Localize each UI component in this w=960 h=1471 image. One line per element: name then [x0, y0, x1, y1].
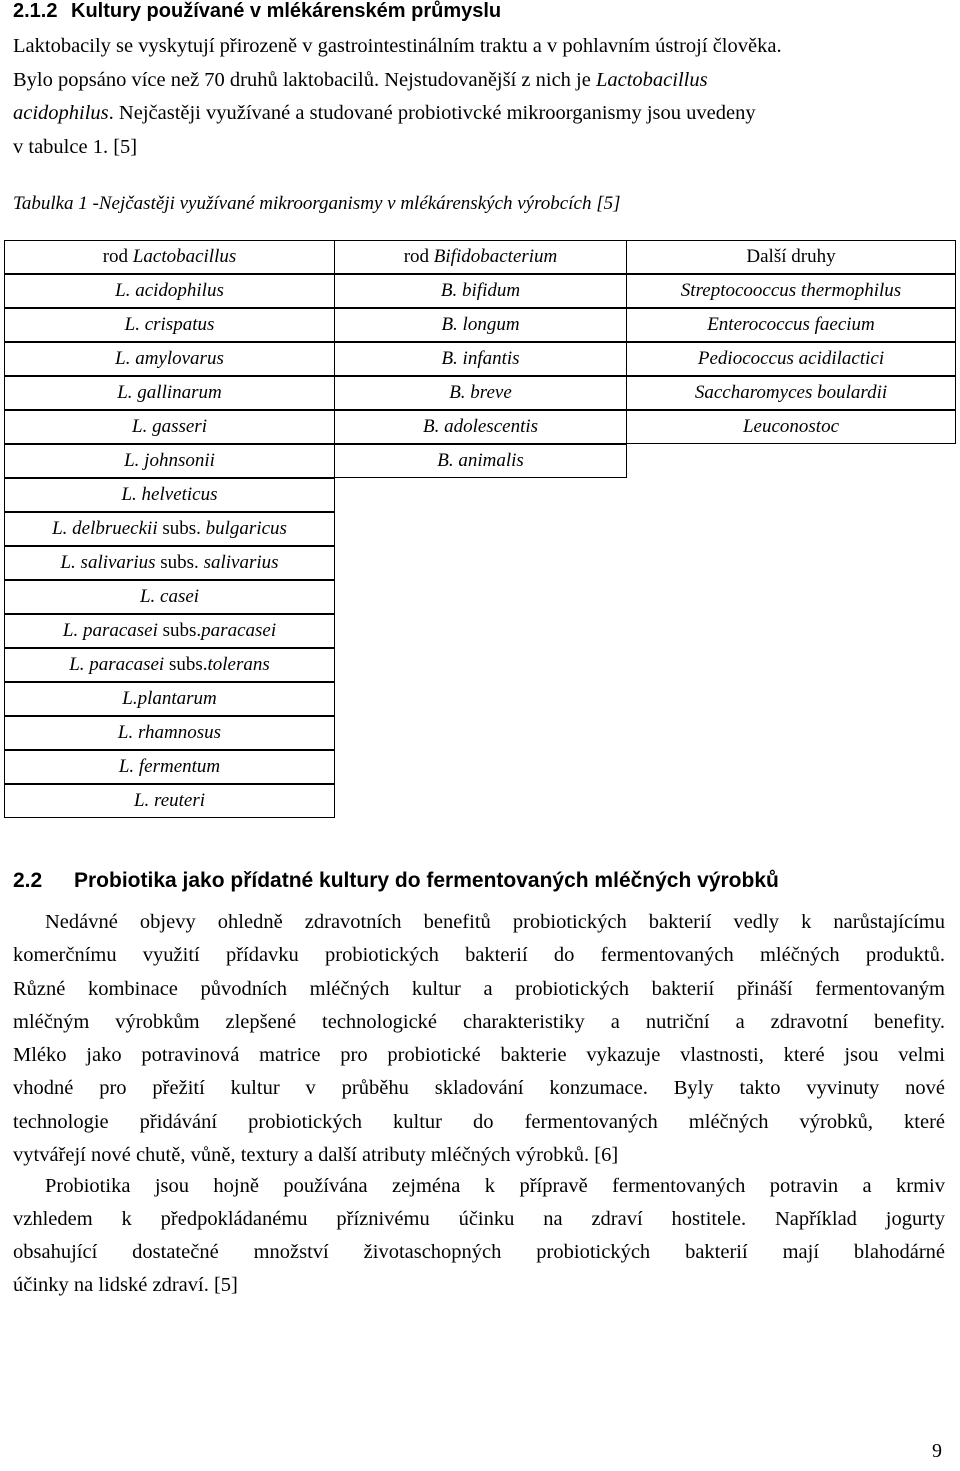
- table-cell-lactobacillus: L. gasseri: [4, 410, 335, 444]
- paragraph-1-line: Různé kombinace původních mléčných kultur a probiotických bakterií přináší fermentovaným: [13, 978, 945, 1000]
- table-cell-lactobacillus: L. delbrueckii subs. bulgaricus: [4, 512, 335, 546]
- table-header-cell: Další druhy: [626, 240, 956, 274]
- section2-number: 2.2: [13, 869, 43, 892]
- paragraph-2-line: vzhledem k předpokládanému příznivému účinku na zdraví hostitele. Například jogurty: [13, 1208, 945, 1230]
- table-cell-other-species: Leuconostoc: [626, 410, 956, 444]
- table-cell-lactobacillus: L. amylovarus: [4, 342, 335, 376]
- table-cell-lactobacillus: L. reuteri: [4, 784, 335, 818]
- section-title: Kultury používané v mlékárenském průmyslu: [71, 0, 502, 22]
- paragraph-1-line: vytvářejí nové chutě, vůně, textury a další atributy mléčných výrobků. [6]: [13, 1144, 619, 1166]
- table-cell-lactobacillus: L. salivarius subs. salivarius: [4, 546, 335, 580]
- table-cell-bifidobacterium: B. adolescentis: [334, 410, 627, 444]
- table-header-cell: rod Bifidobacterium: [334, 240, 627, 274]
- table-cell-other-species: Saccharomyces boulardii: [626, 376, 956, 410]
- table-caption: Tabulka 1 -Nejčastěji využívané mikroorganismy v mlékárenských výrobcích [5]: [13, 193, 621, 214]
- paragraph-2-line: obsahující dostatečné množství životaschopných probiotických bakterií mají blahodárné: [13, 1241, 945, 1263]
- table-cell-lactobacillus: L. johnsonii: [4, 444, 335, 478]
- table-cell-lactobacillus: L. fermentum: [4, 750, 335, 784]
- page-number: 9: [932, 1440, 942, 1462]
- table-cell-other-species: Pediococcus acidilactici: [626, 342, 956, 376]
- table-cell-lactobacillus: L. paracasei subs.paracasei: [4, 614, 335, 648]
- table-cell-bifidobacterium: B. longum: [334, 308, 627, 342]
- table-cell-bifidobacterium: B. infantis: [334, 342, 627, 376]
- table-cell-other-species: Streptocooccus thermophilus: [626, 274, 956, 308]
- table-cell-lactobacillus: L. acidophilus: [4, 274, 335, 308]
- intro-line-3: acidophilus. Nejčastěji využívané a studované probiotivcké mikroorganismy jsou uvedeny: [13, 102, 756, 124]
- paragraph-1-line: komerčnímu využití přídavku probiotických bakterií do fermentovaných mléčných produktů.: [13, 944, 945, 966]
- paragraph-1-line: vhodné pro přežití kultur v průběhu skladování konzumace. Byly takto vyvinuty nové: [13, 1077, 945, 1099]
- paragraph-1-line: Mléko jako potravinová matrice pro probiotické bakterie vykazuje vlastnosti, které jsou velmi: [13, 1044, 945, 1066]
- table-cell-lactobacillus: L. helveticus: [4, 478, 335, 512]
- section2-heading: [13, 869, 779, 893]
- section2-title: Probiotika jako přídatné kultury do fermentovaných mléčných výrobků: [74, 869, 779, 892]
- table-cell-other-species: Enterococcus faecium: [626, 308, 956, 342]
- table-cell-bifidobacterium: B. bifidum: [334, 274, 627, 308]
- section-number: 2.1.2: [13, 0, 58, 22]
- paragraph-1-line: Nedávné objevy ohledně zdravotních benefitů probiotických bakterií vedly k narůstajícímu: [45, 911, 945, 933]
- table-cell-lactobacillus: L. casei: [4, 580, 335, 614]
- table-cell-lactobacillus: L. crispatus: [4, 308, 335, 342]
- section-heading: [13, 0, 501, 23]
- paragraph-2-line: Probiotika jsou hojně používána zejména k přípravě fermentovaných potravin a krmiv: [45, 1175, 945, 1197]
- table-cell-bifidobacterium: B. animalis: [334, 444, 627, 478]
- table-header-cell: rod Lactobacillus: [4, 240, 335, 274]
- table-cell-bifidobacterium: B. breve: [334, 376, 627, 410]
- intro-line-2: Bylo popsáno více než 70 druhů laktobacilů. Nejstudovanější z nich je Lactobacillus: [13, 69, 708, 91]
- intro-line-4: v tabulce 1. [5]: [13, 136, 138, 158]
- intro-line-1: Laktobacily se vyskytují přirozeně v gastrointestinálním traktu a v pohlavním ústrojí člověka.: [13, 35, 782, 57]
- table-cell-lactobacillus: L. gallinarum: [4, 376, 335, 410]
- table-cell-lactobacillus: L. paracasei subs.tolerans: [4, 648, 335, 682]
- paragraph-1-line: technologie přidávání probiotických kultur do fermentovaných mléčných výrobků, které: [13, 1111, 945, 1133]
- table-cell-lactobacillus: L.plantarum: [4, 682, 335, 716]
- paragraph-1-line: mléčným výrobkům zlepšené technologické charakteristiky a nutriční a zdravotní benefity.: [13, 1011, 945, 1033]
- paragraph-2-line: účinky na lidské zdraví. [5]: [13, 1274, 238, 1296]
- table-cell-lactobacillus: L. rhamnosus: [4, 716, 335, 750]
